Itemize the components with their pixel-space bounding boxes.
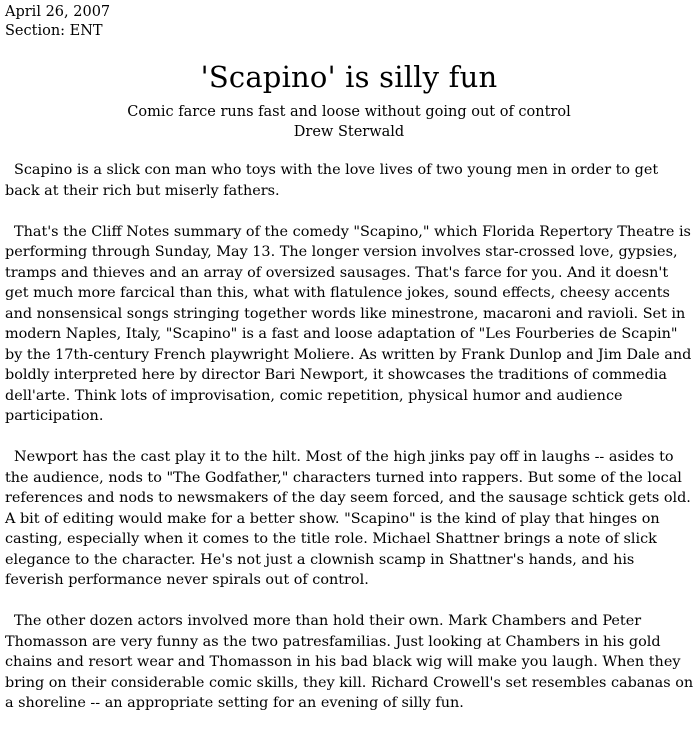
- article-body: [5, 160, 695, 734]
- article-meta: [5, 3, 110, 41]
- headline: 'Scapino' is silly fun: [200, 60, 498, 94]
- byline: Drew Sterwald: [293, 124, 405, 140]
- subheadline: Comic farce runs fast and loose without going out of control: [127, 104, 571, 120]
- article-paragraph-3: Newport has the cast play it to the hilt. Most of the high jinks pay off in laughs -- asides to the audience, nods to "The Godfather," characters turned into rappers. But some of the local references and nods to newsmakers of the day seem forced, and the sausage schtick gets old. A bit of editing would make for a better show. "Scapino" is the kind of play that hinges on casting, especially when it comes to the title role. Michael Shattner brings a note of slick elegance to the character. He's not just a clownish scamp in Shattner's hands, and his feverish performance never spirals out of control.: [5, 449, 691, 588]
- article-paragraph-1: Scapino is a slick con man who toys with the love lives of two young men in order to get back at their rich but miserly fathers.: [5, 162, 659, 199]
- article-paragraph-2: That's the Cliff Notes summary of the comedy "Scapino," which Florida Repertory Theatre is performing through Sunday, May 13. The longer version involves star-crossed love, gypsies, tramps and thieves and an array of oversized sausages. That's farce for you. And it doesn't get much more farcical than this, what with flatulence jokes, sound effects, cheesy accents and nonsensical songs stringing together words like minestrone, macaroni and ravioli. Set in modern Naples, Italy, "Scapino" is a fast and loose adaptation of "Les Fourberies de Scapin" by the 17th-century French playwright Moliere. As written by Frank Dunlop and Jim Dale and boldly interpreted here by director Bari Newport, it showcases the traditions of commedia dell'arte. Think lots of improvisation, comic repetition, physical humor and audience participation.: [5, 223, 692, 424]
- section-label: Section: ENT: [5, 23, 103, 39]
- article-paragraph-4: The other dozen actors involved more than hold their own. Mark Chambers and Peter Thomasson are very funny as the two patresfamilias. Just looking at Chambers in his gold chains and resort wear and Thomasson in his bad black wig will make you laugh. When they bring on their considerable comic skills, they kill. Richard Crowell's set resembles cabanas on a shoreline -- an appropriate setting for an evening of silly fun.: [5, 613, 694, 711]
- publication-date: April 26, 2007: [5, 4, 111, 20]
